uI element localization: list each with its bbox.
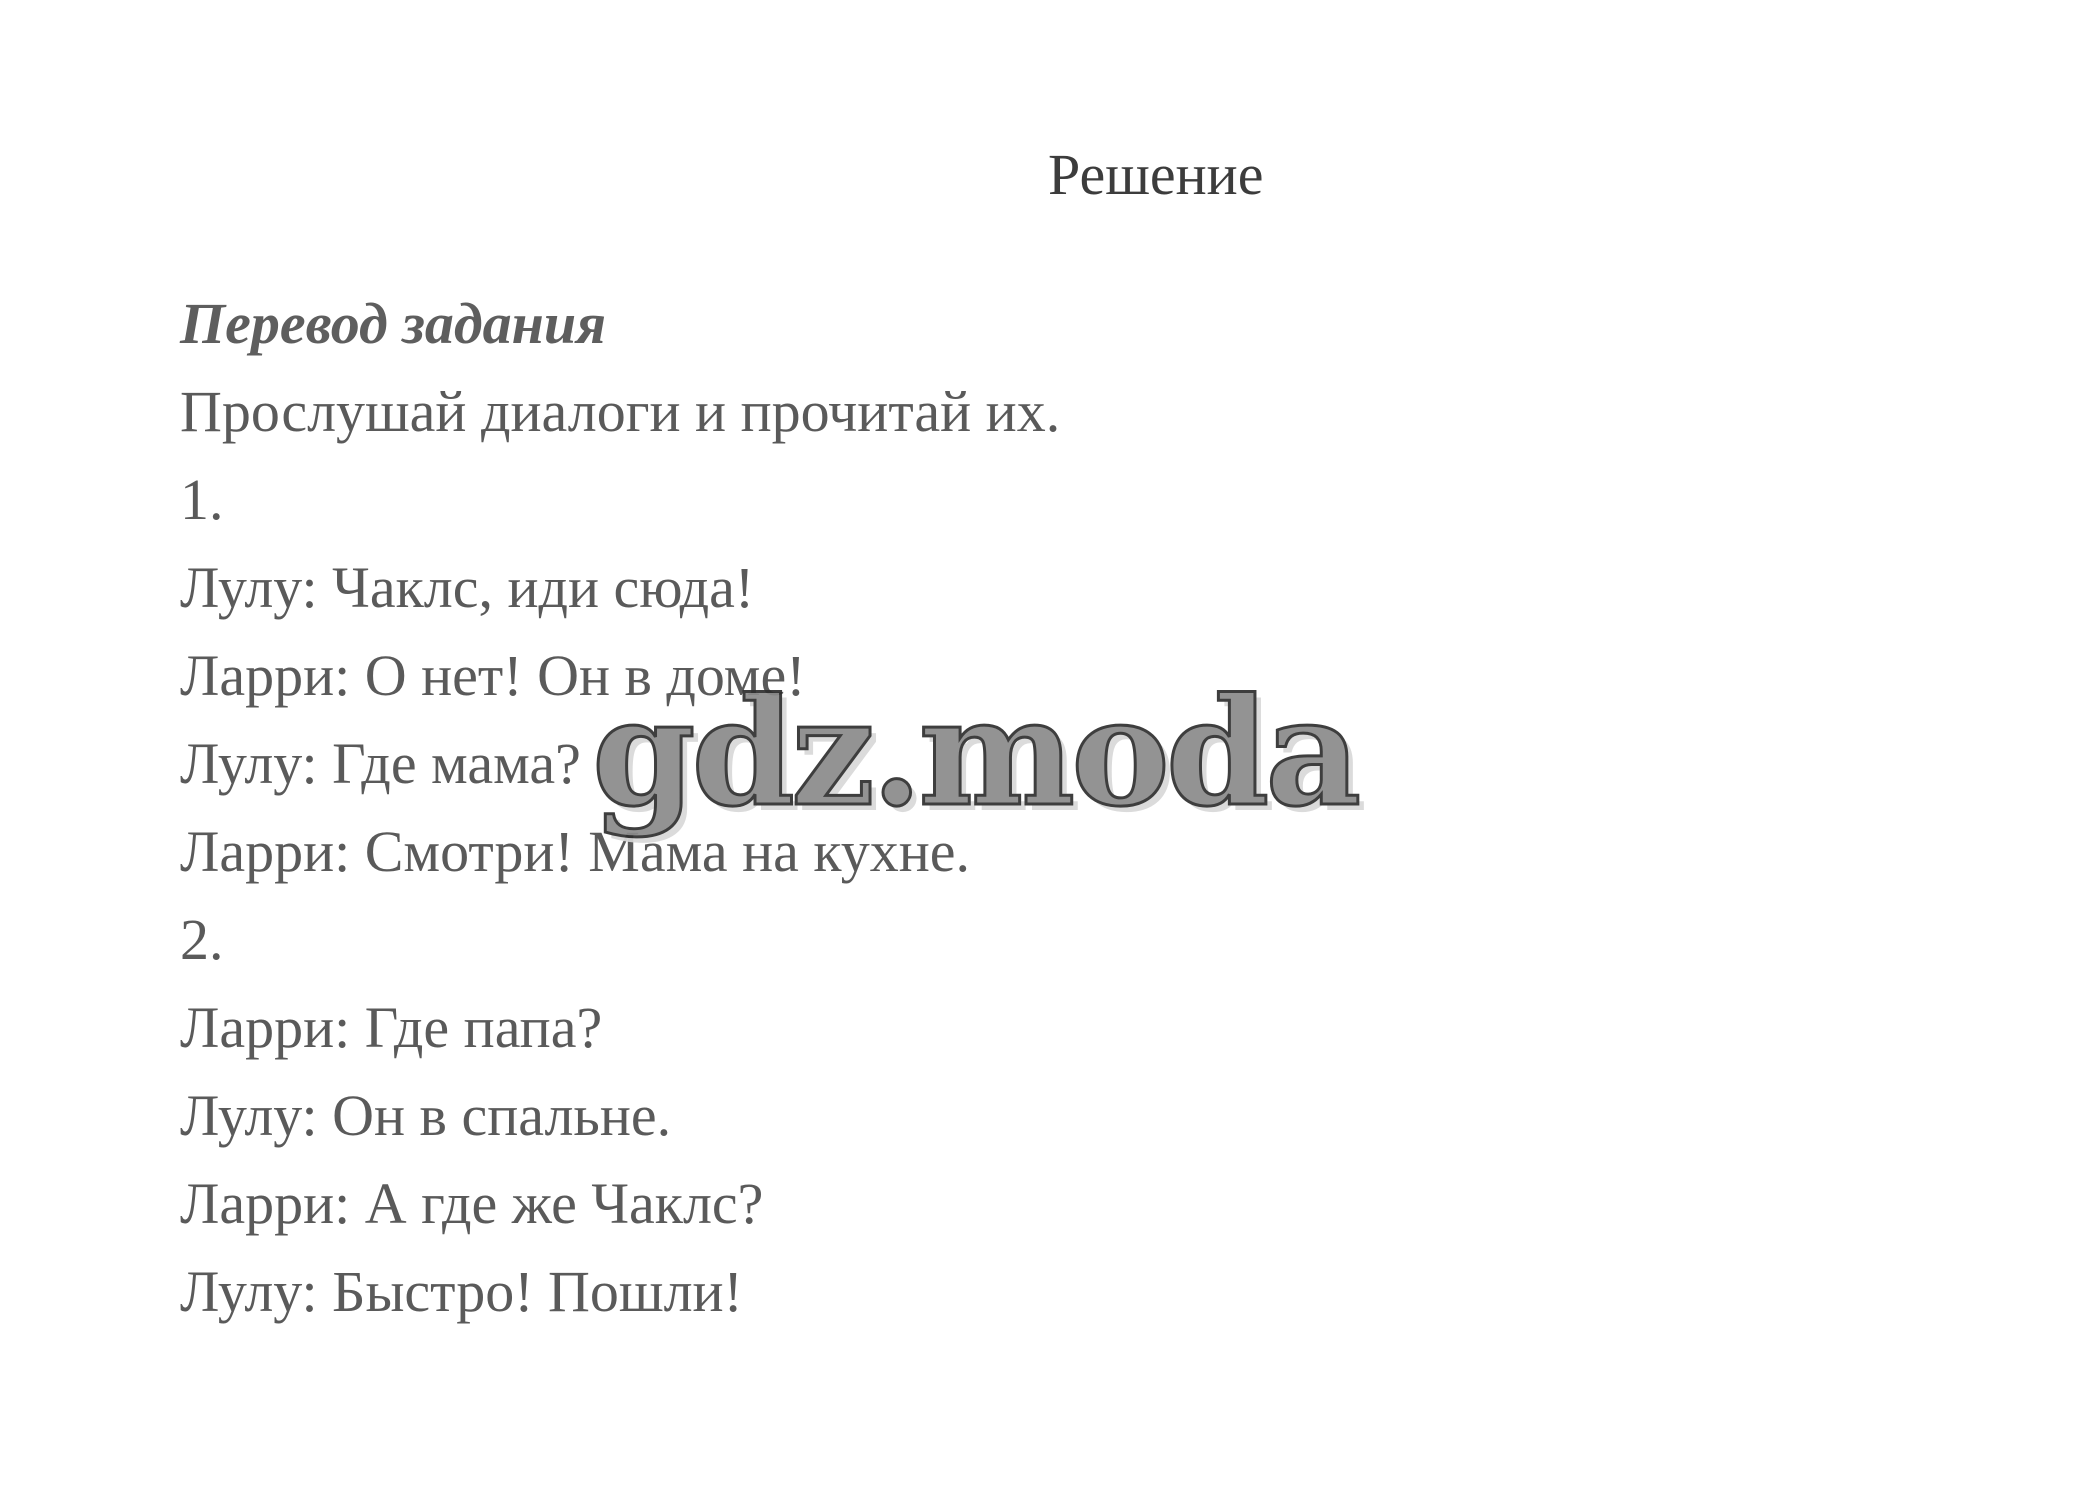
- dialogue-line: Лулу: Быстро! Пошли!: [180, 1259, 743, 1324]
- page-title: Решение: [1048, 142, 1264, 207]
- dialogue-line: Лулу: Где мама?: [180, 731, 581, 796]
- dialogue-number: 2.: [180, 907, 224, 972]
- dialogue-line: Ларри: Где папа?: [180, 995, 603, 1060]
- dialogue-line: Лулу: Он в спальне.: [180, 1083, 672, 1148]
- dialogue-line: Ларри: Смотри! Мама на кухне.: [180, 819, 971, 884]
- dialogue-number: 1.: [180, 467, 224, 532]
- section-heading: Перевод задания: [180, 291, 606, 356]
- dialogue-line: Ларри: А где же Чаклс?: [180, 1171, 764, 1236]
- instruction-text: Прослушай диалоги и прочитай их.: [180, 379, 1061, 444]
- watermark-logo: gdz.moda: [592, 665, 1358, 839]
- dialogue-line: Лулу: Чаклс, иди сюда!: [180, 555, 755, 620]
- dialogue-line: Ларри: О нет! Он в доме!: [180, 643, 806, 708]
